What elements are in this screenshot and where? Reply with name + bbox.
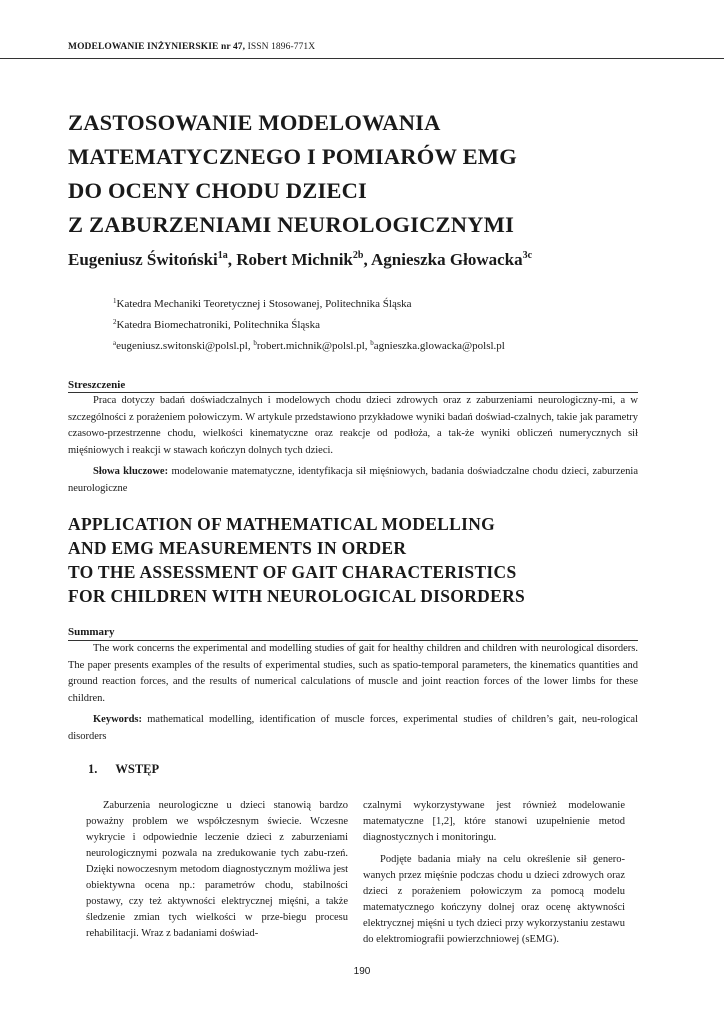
affiliations [113,292,633,355]
title-line: DO OCENY CHODU DZIECI [68,178,368,203]
section-number: 1. [88,762,98,776]
author-sup: 2b [352,250,364,261]
keywords-text: modelowanie matematyczne, identyfikacja sił mięśniowych, badania doświadczalne chodu dzieci, zaburzenia neurologiczne [68,466,638,494]
email: eugeniusz.switonski@polsl.pl, [116,340,254,352]
affiliation-text: Katedra Mechaniki Teoretycznej i Stosowanej, Politechnika Śląska [116,298,412,310]
paragraph: czalnymi wykorzystywane jest również modelowanie matematyczne [1,2], które stanowi uzupełnienie metod diagnostycznych i monitoringu. [363,800,625,843]
title-line: FOR CHILDREN WITH NEUROLOGICAL DISORDERS [68,586,526,606]
summary-body: The work concerns the experimental and modelling studies of gait for healthy children and children with neurological disorders. The paper presents examples of the results of experimental studies, such as spatio-temporal parameters, the kinematics quantities and ground reaction forces, and the results of numerical calculations of muscle and joint reaction forces of the lower limbs for these children. [68,643,638,704]
author-sep: , [227,250,237,269]
header-rule [0,58,724,59]
paragraph: Podjęte badania miały na celu określenie sił genero-wanych przez mięśnie podczas chodu u dzieci zdrowych oraz dzieci z porażeniem połowiczym za pomocą modelu matematycznego kończyny dolnej oraz ocenę aktywności elektrycznej mięśni u tych dzieci przy wykorzystaniu zestawu do elektromiografii powierzchniowej (sEMG). [363,854,625,945]
title-line: MATEMATYCZNEGO I POMIARÓW EMG [68,144,517,169]
streszczenie-keywords [68,464,638,497]
author-name: Eugeniusz Świtoński [68,250,218,269]
author-sup: 1a [217,250,228,261]
keywords-label: Słowa kluczowe: [93,466,169,477]
section-heading [88,762,177,777]
keywords-label: Keywords: [93,714,142,725]
author-name: Agnieszka Głowacka [371,250,523,269]
email: agnieszka.glowacka@polsl.pl [373,340,505,352]
affiliation-line [113,313,633,334]
title-line: Z ZABURZENIAMI NEUROLOGICZNYMI [68,212,515,237]
streszczenie-block [68,393,638,497]
title-line: AND EMG MEASUREMENTS IN ORDER [68,538,407,558]
email-line [113,334,633,355]
section-title: WSTĘP [115,762,160,776]
journal-name: MODELOWANIE INŻYNIERSKIE nr 47, [68,42,246,52]
summary-block [68,641,638,745]
column-right [363,798,625,948]
affiliation-line [113,292,633,313]
email: robert.michnik@polsl.pl, [256,340,371,352]
title-polish [68,106,668,242]
running-header [68,42,668,52]
email-sup: a [113,339,117,347]
streszczenie-body: Praca dotyczy badań doświadczalnych i modelowych chodu dzieci zdrowych oraz z zaburzeniami neurologiczny-mi, a w szczególności z porażeniem połowiczym. W artykule przedstawiono przykładowe wyniki badań doświad-czalnych, takie jak parametry czasowo-przestrzenne chodu, wielkości kinematyczne oraz reakcje od podłoża, a tak-że wyniki obliczeń numerycznych sił mięśniowych i reakcji w stawach kończyn dolnych tych dzieci. [68,395,638,456]
issn: ISSN 1896-771X [245,42,316,52]
streszczenie-heading: Streszczenie [68,379,126,391]
summary-heading: Summary [68,626,115,638]
authors [68,250,668,270]
summary-keywords [68,712,638,745]
title-line: APPLICATION OF MATHEMATICAL MODELLING [68,514,496,534]
email-sup: b [253,339,257,347]
affiliation-sup: 2 [113,318,117,326]
affiliation-text: Katedra Biomechatroniki, Politechnika Śląska [116,319,320,331]
author-sep: , [363,250,372,269]
title-line: TO THE ASSESSMENT OF GAIT CHARACTERISTICS [68,562,517,582]
affiliation-sup: 1 [113,297,117,305]
column-left [86,798,348,942]
title-english [68,512,668,608]
paragraph: Zaburzenia neurologiczne u dzieci stanowią bardzo poważny problem we współczesnym świecie. Wczesne wykrycie i odpowiednie leczenie dzieci z zaburzeniami neurologicznymi pozwala na zredukowanie tych zabu-rzeń. Dzięki nowoczesnym metodom diagnostycznym możliwa jest obiektywna ocena np.: parametrów chodu, stabilności postawy, czy też aktywności elektrycznej mięśni, a także śledzenie zmian tych wielkości w prze-biegu procesu rehabilitacji. Wraz z badaniami doświad- [86,800,348,939]
page-number: 190 [353,966,371,977]
email-sup: b [370,339,374,347]
author-sup: 3c [522,250,533,261]
keywords-text: mathematical modelling, identification of muscle forces, experimental studies of children’s gait, neu-rological disorders [68,714,638,742]
author-name: Robert Michnik [236,250,353,269]
title-line: ZASTOSOWANIE MODELOWANIA [68,110,441,135]
